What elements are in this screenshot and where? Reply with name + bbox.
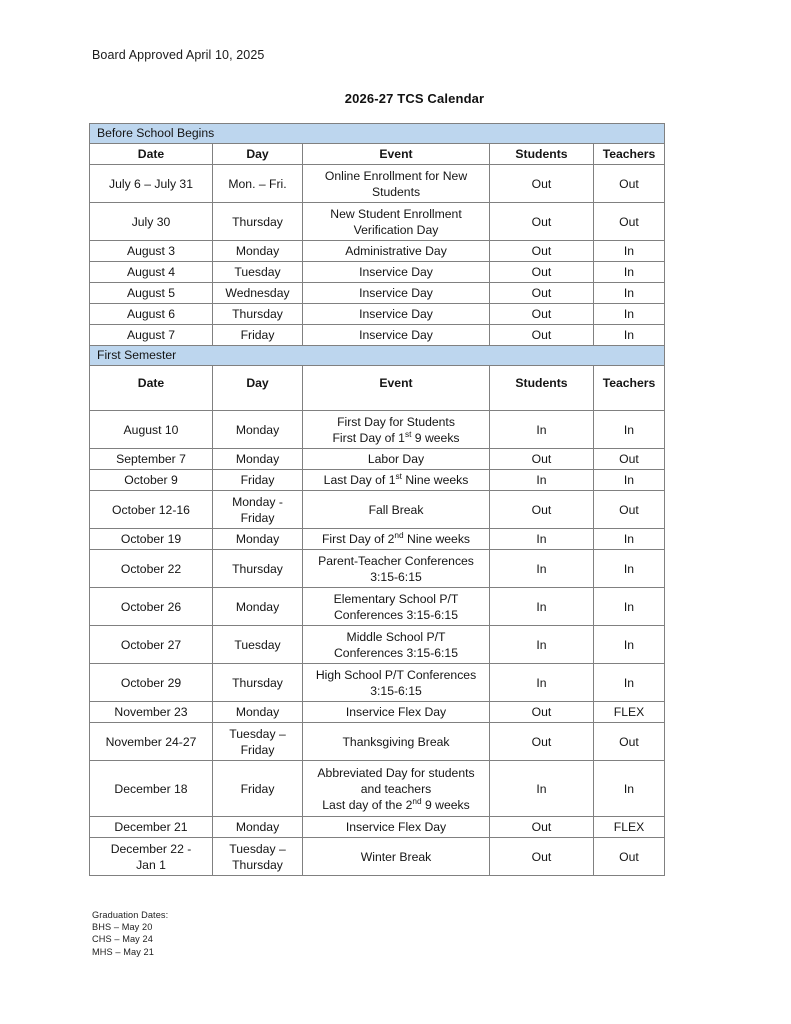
cell-date: November 23 [90,702,213,723]
table-row [90,449,665,470]
cell-students: Out [490,723,594,761]
cell-date: October 9 [90,470,213,491]
table-row [90,411,665,449]
cell-teachers: Out [594,491,665,529]
cell-day: Mon. – Fri. [213,165,303,203]
cell-teachers: In [594,325,665,346]
cell-teachers: In [594,626,665,664]
cell-day: Monday [213,588,303,626]
table-row [90,626,665,664]
cell-event: Administrative Day [303,241,490,262]
column-header-row [90,366,665,411]
cell-students: In [490,626,594,664]
table-row [90,203,665,241]
cell-day: Thursday [213,203,303,241]
cell-students: In [490,588,594,626]
cell-event: Online Enrollment for New Students [303,165,490,203]
cell-students: In [490,411,594,449]
cell-students: Out [490,702,594,723]
cell-day: Monday [213,411,303,449]
cell-event: Winter Break [303,838,490,876]
calendar-table-body [90,124,665,876]
cell-teachers: In [594,761,665,817]
cell-event: Middle School P/T Conferences 3:15-6:15 [303,626,490,664]
table-row [90,325,665,346]
column-header-students: Students [490,144,594,165]
cell-teachers: In [594,304,665,325]
cell-teachers: In [594,664,665,702]
column-header-students: Students [490,366,594,411]
cell-students: Out [490,325,594,346]
cell-day: Friday [213,470,303,491]
cell-teachers: In [594,262,665,283]
cell-teachers: In [594,411,665,449]
table-row [90,283,665,304]
cell-date: October 27 [90,626,213,664]
cell-day: Wednesday [213,283,303,304]
cell-day: Tuesday [213,262,303,283]
cell-date: August 10 [90,411,213,449]
cell-students: In [490,529,594,550]
cell-students: Out [490,838,594,876]
column-header-teachers: Teachers [594,366,665,411]
cell-teachers: In [594,470,665,491]
cell-event: Fall Break [303,491,490,529]
table-row [90,702,665,723]
table-row [90,761,665,817]
cell-teachers: Out [594,449,665,470]
cell-date: October 12-16 [90,491,213,529]
column-header-row [90,144,665,165]
cell-event: Inservice Day [303,262,490,283]
cell-date: July 30 [90,203,213,241]
cell-teachers: In [594,241,665,262]
cell-date: August 6 [90,304,213,325]
cell-date: August 3 [90,241,213,262]
column-header-day: Day [213,366,303,411]
cell-date: October 26 [90,588,213,626]
cell-event: Inservice Flex Day [303,817,490,838]
cell-students: Out [490,262,594,283]
cell-date: September 7 [90,449,213,470]
table-row [90,262,665,283]
column-header-date: Date [90,366,213,411]
table-row [90,304,665,325]
cell-event: Abbreviated Day for students and teachers Last day of the 2nd 9 weeks [303,761,490,817]
cell-event: High School P/T Conferences 3:15-6:15 [303,664,490,702]
cell-students: Out [490,283,594,304]
cell-day: Monday [213,529,303,550]
cell-teachers: Out [594,723,665,761]
cell-event: Elementary School P/T Conferences 3:15-6:15 [303,588,490,626]
cell-date: August 4 [90,262,213,283]
cell-date: December 21 [90,817,213,838]
cell-teachers: FLEX [594,817,665,838]
cell-day: Monday [213,817,303,838]
cell-students: Out [490,203,594,241]
board-approved-note: Board Approved April 10, 2025 [92,48,265,62]
cell-day: Tuesday – Thursday [213,838,303,876]
column-header-teachers: Teachers [594,144,665,165]
cell-event: Thanksgiving Break [303,723,490,761]
table-row [90,470,665,491]
column-header-event: Event [303,366,490,411]
cell-date: November 24-27 [90,723,213,761]
cell-teachers: In [594,283,665,304]
cell-date: October 22 [90,550,213,588]
cell-day: Thursday [213,304,303,325]
cell-event: Inservice Day [303,283,490,304]
cell-date: July 6 – July 31 [90,165,213,203]
cell-students: In [490,550,594,588]
graduation-dates-block [92,909,168,958]
column-header-event: Event [303,144,490,165]
column-header-date: Date [90,144,213,165]
cell-day: Monday - Friday [213,491,303,529]
graduation-date-mhs: MHS – May 21 [92,946,154,957]
column-header-day: Day [213,144,303,165]
cell-students: In [490,470,594,491]
cell-teachers: In [594,550,665,588]
cell-event: Inservice Day [303,325,490,346]
section-title: Before School Begins [90,124,665,144]
cell-students: In [490,761,594,817]
cell-students: Out [490,304,594,325]
page-title: 2026-27 TCS Calendar [344,91,485,106]
cell-event: First Day of 2nd Nine weeks [303,529,490,550]
cell-event: First Day for Students First Day of 1st 9 weeks [303,411,490,449]
school-calendar-table [89,123,665,876]
table-row [90,550,665,588]
cell-day: Tuesday [213,626,303,664]
cell-day: Monday [213,702,303,723]
table-row [90,165,665,203]
cell-day: Friday [213,325,303,346]
table-row [90,817,665,838]
table-row [90,241,665,262]
cell-day: Monday [213,241,303,262]
cell-date: October 19 [90,529,213,550]
graduation-date-chs: CHS – May 24 [92,934,153,945]
cell-day: Thursday [213,550,303,588]
cell-date: December 18 [90,761,213,817]
graduation-heading: Graduation Dates: [92,910,169,920]
graduation-date-bhs: BHS – May 20 [92,922,153,933]
table-row [90,491,665,529]
cell-teachers: In [594,529,665,550]
cell-students: Out [490,491,594,529]
cell-event: New Student Enrollment Verification Day [303,203,490,241]
cell-date: August 5 [90,283,213,304]
cell-students: Out [490,241,594,262]
table-row [90,838,665,876]
table-row [90,664,665,702]
cell-students: Out [490,449,594,470]
cell-event: Inservice Day [303,304,490,325]
section-header-row [90,124,665,144]
cell-students: In [490,664,594,702]
section-header-row [90,346,665,366]
cell-teachers: Out [594,165,665,203]
cell-date: December 22 - Jan 1 [90,838,213,876]
cell-date: October 29 [90,664,213,702]
cell-teachers: Out [594,838,665,876]
table-row [90,529,665,550]
cell-day: Thursday [213,664,303,702]
cell-event: Last Day of 1st Nine weeks [303,470,490,491]
section-title: First Semester [90,346,665,366]
cell-teachers: FLEX [594,702,665,723]
cell-event: Parent-Teacher Conferences 3:15-6:15 [303,550,490,588]
table-row [90,723,665,761]
cell-students: Out [490,165,594,203]
cell-students: Out [490,817,594,838]
cell-teachers: Out [594,203,665,241]
cell-day: Monday [213,449,303,470]
cell-event: Inservice Flex Day [303,702,490,723]
table-row [90,588,665,626]
cell-date: August 7 [90,325,213,346]
cell-day: Friday [213,761,303,817]
cell-day: Tuesday – Friday [213,723,303,761]
cell-event: Labor Day [303,449,490,470]
cell-teachers: In [594,588,665,626]
